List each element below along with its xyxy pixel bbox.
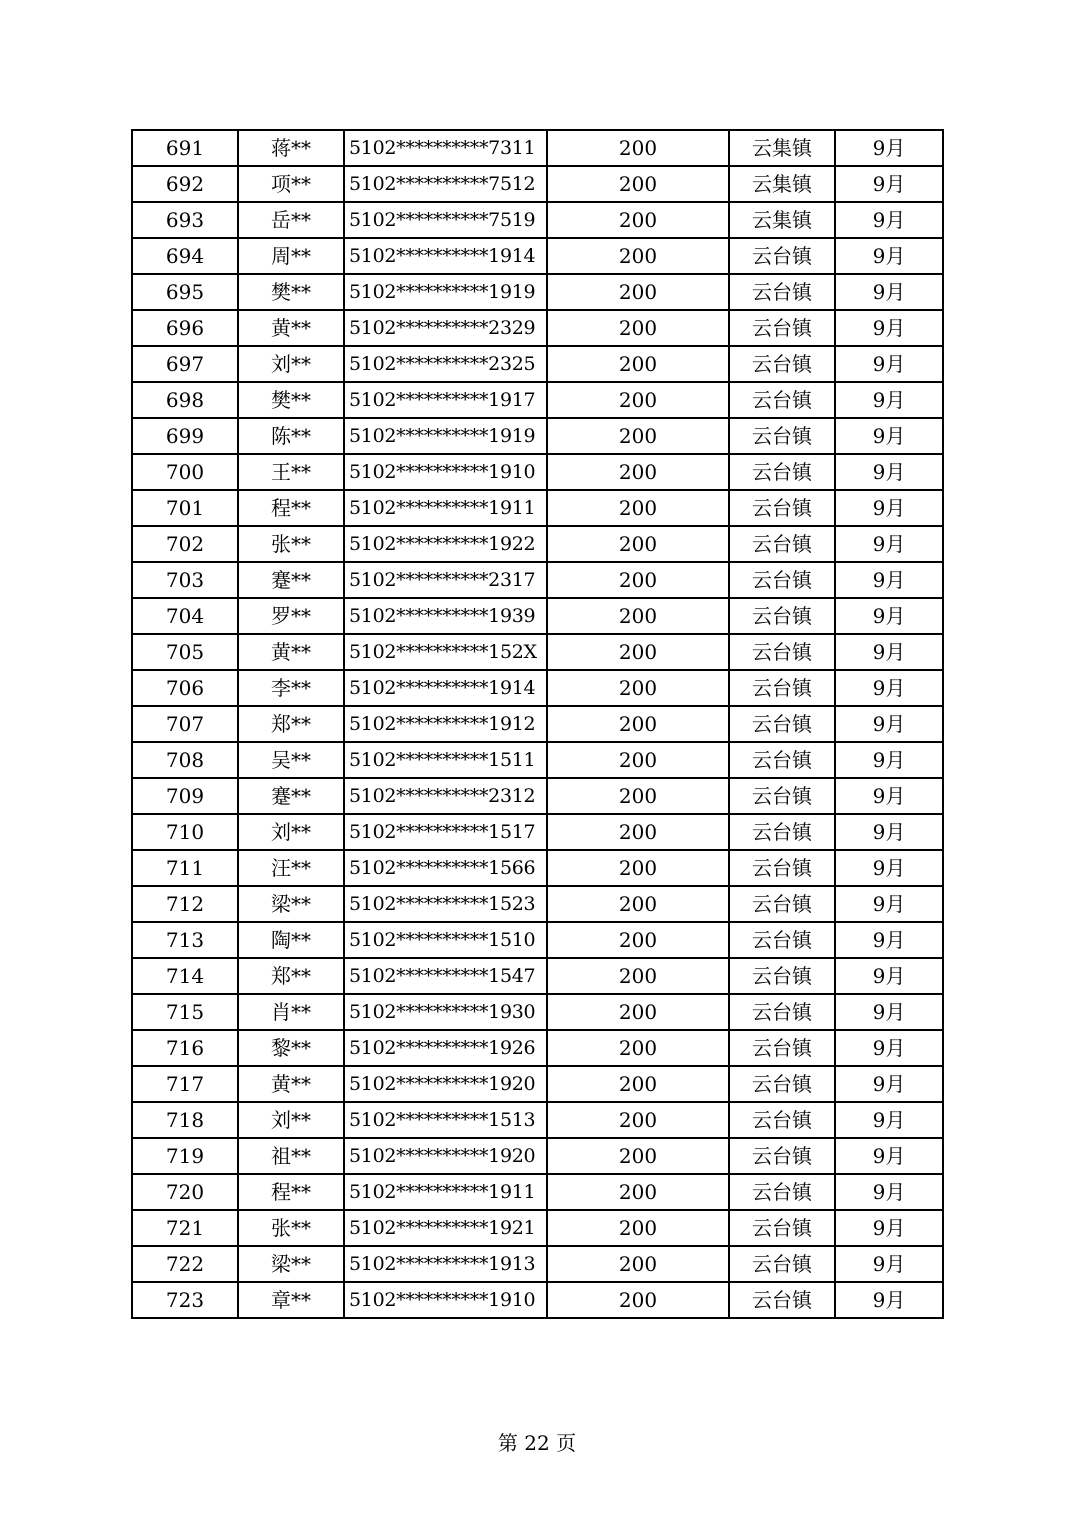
month-cell: 9月 [835,814,943,850]
month-cell: 9月 [835,562,943,598]
table-row [132,1066,943,1102]
table-row [132,814,943,850]
id-number-cell: 5102**********7311 [344,130,547,166]
amount-cell: 200 [547,958,729,994]
table-row [132,418,943,454]
table-row [132,1138,943,1174]
id-number-cell: 5102**********1510 [344,922,547,958]
id-number-cell: 5102**********1911 [344,1174,547,1210]
amount-cell: 200 [547,922,729,958]
name-cell: 樊** [238,274,344,310]
id-number-cell: 5102**********152X [344,634,547,670]
town-cell: 云台镇 [729,778,835,814]
row-number-cell: 714 [132,958,238,994]
name-cell: 王** [238,454,344,490]
name-cell: 樊** [238,382,344,418]
amount-cell: 200 [547,562,729,598]
table-row [132,1210,943,1246]
name-cell: 陶** [238,922,344,958]
amount-cell: 200 [547,418,729,454]
id-number-cell: 5102**********1566 [344,850,547,886]
row-number-cell: 705 [132,634,238,670]
row-number-cell: 707 [132,706,238,742]
name-cell: 刘** [238,814,344,850]
row-number-cell: 723 [132,1282,238,1318]
data-table [131,129,944,1319]
name-cell: 郑** [238,706,344,742]
amount-cell: 200 [547,1102,729,1138]
month-cell: 9月 [835,1066,943,1102]
town-cell: 云台镇 [729,706,835,742]
id-number-cell: 5102**********1523 [344,886,547,922]
table-row [132,238,943,274]
name-cell: 汪** [238,850,344,886]
month-cell: 9月 [835,994,943,1030]
page-footer-prefix: 第 [497,1431,518,1455]
name-cell: 蹇** [238,562,344,598]
amount-cell: 200 [547,166,729,202]
month-cell: 9月 [835,526,943,562]
town-cell: 云台镇 [729,922,835,958]
row-number-cell: 691 [132,130,238,166]
row-number-cell: 696 [132,310,238,346]
town-cell: 云台镇 [729,634,835,670]
id-number-cell: 5102**********1914 [344,670,547,706]
amount-cell: 200 [547,274,729,310]
id-number-cell: 5102**********1919 [344,418,547,454]
row-number-cell: 719 [132,1138,238,1174]
month-cell: 9月 [835,202,943,238]
table-row [132,166,943,202]
id-number-cell: 5102**********1913 [344,1246,547,1282]
id-number-cell: 5102**********1920 [344,1138,547,1174]
id-number-cell: 5102**********1547 [344,958,547,994]
amount-cell: 200 [547,1246,729,1282]
row-number-cell: 721 [132,1210,238,1246]
id-number-cell: 5102**********1511 [344,742,547,778]
row-number-cell: 711 [132,850,238,886]
town-cell: 云集镇 [729,202,835,238]
month-cell: 9月 [835,1246,943,1282]
row-number-cell: 720 [132,1174,238,1210]
town-cell: 云台镇 [729,886,835,922]
row-number-cell: 706 [132,670,238,706]
amount-cell: 200 [547,598,729,634]
table-row [132,274,943,310]
town-cell: 云台镇 [729,670,835,706]
name-cell: 黄** [238,634,344,670]
row-number-cell: 718 [132,1102,238,1138]
town-cell: 云台镇 [729,598,835,634]
row-number-cell: 692 [132,166,238,202]
amount-cell: 200 [547,1174,729,1210]
month-cell: 9月 [835,958,943,994]
name-cell: 罗** [238,598,344,634]
id-number-cell: 5102**********2312 [344,778,547,814]
row-number-cell: 698 [132,382,238,418]
month-cell: 9月 [835,670,943,706]
name-cell: 黄** [238,1066,344,1102]
row-number-cell: 704 [132,598,238,634]
id-number-cell: 5102**********1513 [344,1102,547,1138]
row-number-cell: 717 [132,1066,238,1102]
town-cell: 云台镇 [729,850,835,886]
amount-cell: 200 [547,634,729,670]
amount-cell: 200 [547,238,729,274]
id-number-cell: 5102**********2329 [344,310,547,346]
table-row [132,634,943,670]
name-cell: 梁** [238,886,344,922]
month-cell: 9月 [835,1210,943,1246]
row-number-cell: 713 [132,922,238,958]
town-cell: 云台镇 [729,1282,835,1318]
table-row [132,382,943,418]
month-cell: 9月 [835,598,943,634]
table-row [132,670,943,706]
amount-cell: 200 [547,1210,729,1246]
town-cell: 云台镇 [729,562,835,598]
name-cell: 刘** [238,346,344,382]
table-row [132,706,943,742]
name-cell: 李** [238,670,344,706]
table-row [132,1102,943,1138]
month-cell: 9月 [835,1174,943,1210]
month-cell: 9月 [835,274,943,310]
table-row [132,994,943,1030]
town-cell: 云集镇 [729,130,835,166]
row-number-cell: 693 [132,202,238,238]
month-cell: 9月 [835,1102,943,1138]
table-row [132,850,943,886]
table-row [132,490,943,526]
name-cell: 黄** [238,310,344,346]
name-cell: 岳** [238,202,344,238]
name-cell: 周** [238,238,344,274]
table-row [132,526,943,562]
page-footer-suffix: 页 [556,1431,577,1455]
name-cell: 祖** [238,1138,344,1174]
month-cell: 9月 [835,166,943,202]
amount-cell: 200 [547,490,729,526]
row-number-cell: 716 [132,1030,238,1066]
month-cell: 9月 [835,778,943,814]
amount-cell: 200 [547,526,729,562]
name-cell: 黎** [238,1030,344,1066]
table-row [132,1282,943,1318]
amount-cell: 200 [547,1066,729,1102]
amount-cell: 200 [547,670,729,706]
table-row [132,778,943,814]
data-table-container [131,129,942,1319]
name-cell: 梁** [238,1246,344,1282]
table-row [132,1246,943,1282]
amount-cell: 200 [547,1030,729,1066]
month-cell: 9月 [835,346,943,382]
row-number-cell: 712 [132,886,238,922]
row-number-cell: 715 [132,994,238,1030]
month-cell: 9月 [835,238,943,274]
month-cell: 9月 [835,490,943,526]
id-number-cell: 5102**********1920 [344,1066,547,1102]
table-row [132,346,943,382]
id-number-cell: 5102**********1939 [344,598,547,634]
town-cell: 云台镇 [729,1066,835,1102]
table-row [132,562,943,598]
table-row [132,130,943,166]
name-cell: 郑** [238,958,344,994]
table-row [132,958,943,994]
name-cell: 章** [238,1282,344,1318]
month-cell: 9月 [835,1282,943,1318]
town-cell: 云台镇 [729,1246,835,1282]
id-number-cell: 5102**********1930 [344,994,547,1030]
amount-cell: 200 [547,346,729,382]
row-number-cell: 699 [132,418,238,454]
row-number-cell: 702 [132,526,238,562]
month-cell: 9月 [835,418,943,454]
row-number-cell: 695 [132,274,238,310]
amount-cell: 200 [547,778,729,814]
id-number-cell: 5102**********1911 [344,490,547,526]
amount-cell: 200 [547,382,729,418]
month-cell: 9月 [835,742,943,778]
town-cell: 云台镇 [729,310,835,346]
page-footer [0,1427,1074,1456]
name-cell: 蒋** [238,130,344,166]
month-cell: 9月 [835,1030,943,1066]
amount-cell: 200 [547,706,729,742]
row-number-cell: 701 [132,490,238,526]
town-cell: 云台镇 [729,742,835,778]
table-body [132,130,943,1318]
id-number-cell: 5102**********1919 [344,274,547,310]
amount-cell: 200 [547,994,729,1030]
town-cell: 云台镇 [729,994,835,1030]
id-number-cell: 5102**********1517 [344,814,547,850]
town-cell: 云台镇 [729,1138,835,1174]
id-number-cell: 5102**********1910 [344,454,547,490]
name-cell: 项** [238,166,344,202]
id-number-cell: 5102**********1910 [344,1282,547,1318]
amount-cell: 200 [547,310,729,346]
amount-cell: 200 [547,1282,729,1318]
name-cell: 张** [238,1210,344,1246]
row-number-cell: 700 [132,454,238,490]
month-cell: 9月 [835,130,943,166]
amount-cell: 200 [547,130,729,166]
town-cell: 云台镇 [729,1030,835,1066]
table-row [132,1174,943,1210]
id-number-cell: 5102**********1926 [344,1030,547,1066]
month-cell: 9月 [835,886,943,922]
month-cell: 9月 [835,706,943,742]
amount-cell: 200 [547,1138,729,1174]
month-cell: 9月 [835,1138,943,1174]
town-cell: 云台镇 [729,346,835,382]
id-number-cell: 5102**********1922 [344,526,547,562]
town-cell: 云集镇 [729,166,835,202]
town-cell: 云台镇 [729,490,835,526]
row-number-cell: 710 [132,814,238,850]
id-number-cell: 5102**********1917 [344,382,547,418]
name-cell: 吴** [238,742,344,778]
town-cell: 云台镇 [729,1210,835,1246]
month-cell: 9月 [835,382,943,418]
town-cell: 云台镇 [729,1102,835,1138]
town-cell: 云台镇 [729,814,835,850]
name-cell: 张** [238,526,344,562]
row-number-cell: 694 [132,238,238,274]
table-row [132,886,943,922]
town-cell: 云台镇 [729,526,835,562]
row-number-cell: 703 [132,562,238,598]
town-cell: 云台镇 [729,274,835,310]
row-number-cell: 708 [132,742,238,778]
table-row [132,598,943,634]
table-row [132,454,943,490]
amount-cell: 200 [547,850,729,886]
amount-cell: 200 [547,454,729,490]
id-number-cell: 5102**********1914 [344,238,547,274]
table-row [132,310,943,346]
amount-cell: 200 [547,814,729,850]
id-number-cell: 5102**********1912 [344,706,547,742]
id-number-cell: 5102**********2325 [344,346,547,382]
month-cell: 9月 [835,454,943,490]
town-cell: 云台镇 [729,238,835,274]
id-number-cell: 5102**********1921 [344,1210,547,1246]
row-number-cell: 697 [132,346,238,382]
name-cell: 陈** [238,418,344,454]
table-row [132,1030,943,1066]
name-cell: 程** [238,1174,344,1210]
name-cell: 刘** [238,1102,344,1138]
row-number-cell: 709 [132,778,238,814]
town-cell: 云台镇 [729,454,835,490]
month-cell: 9月 [835,922,943,958]
id-number-cell: 5102**********2317 [344,562,547,598]
table-row [132,922,943,958]
name-cell: 程** [238,490,344,526]
name-cell: 蹇** [238,778,344,814]
amount-cell: 200 [547,202,729,238]
amount-cell: 200 [547,742,729,778]
page-number: 22 [524,1431,550,1455]
month-cell: 9月 [835,310,943,346]
amount-cell: 200 [547,886,729,922]
town-cell: 云台镇 [729,418,835,454]
town-cell: 云台镇 [729,1174,835,1210]
town-cell: 云台镇 [729,382,835,418]
month-cell: 9月 [835,634,943,670]
id-number-cell: 5102**********7512 [344,166,547,202]
table-row [132,742,943,778]
name-cell: 肖** [238,994,344,1030]
month-cell: 9月 [835,850,943,886]
town-cell: 云台镇 [729,958,835,994]
row-number-cell: 722 [132,1246,238,1282]
table-row [132,202,943,238]
id-number-cell: 5102**********7519 [344,202,547,238]
